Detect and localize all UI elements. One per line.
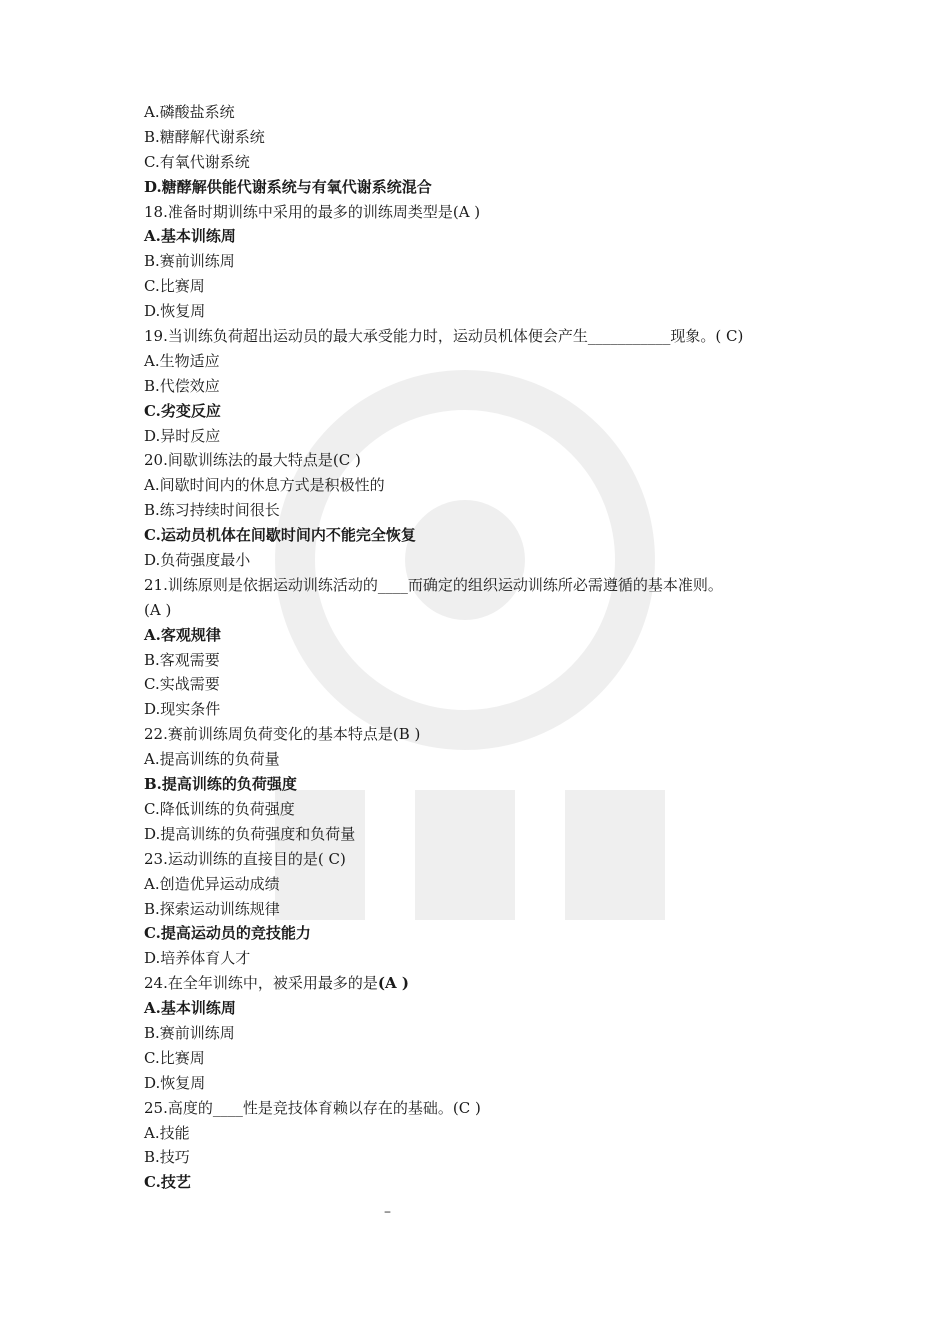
line-text: C.比赛周 bbox=[144, 1048, 205, 1067]
text-line bbox=[144, 200, 844, 225]
text-line bbox=[144, 697, 844, 722]
text-line bbox=[144, 847, 844, 872]
text-line bbox=[144, 1096, 844, 1121]
line-text: (A ) bbox=[144, 600, 172, 619]
line-text: D.异时反应 bbox=[144, 426, 221, 445]
text-line bbox=[144, 648, 844, 673]
line-text: A.磷酸盐系统 bbox=[144, 103, 235, 121]
line-text: 25.高度的____性是竞技体育赖以存在的基础。(C ) bbox=[144, 1098, 481, 1117]
text-line bbox=[144, 324, 844, 349]
line-text: D.现实条件 bbox=[144, 700, 221, 719]
line-text: 24.在全年训练中，被采用最多的是 bbox=[144, 974, 378, 993]
line-text: C.劣变反应 bbox=[144, 401, 221, 420]
text-line bbox=[144, 150, 844, 175]
text-line bbox=[144, 598, 844, 623]
line-text: B.赛前训练周 bbox=[144, 1023, 235, 1042]
line-text: B.客观需要 bbox=[144, 650, 220, 669]
line-text: B.代偿效应 bbox=[144, 376, 220, 395]
line-text: C.技艺 bbox=[144, 1173, 191, 1192]
text-line bbox=[144, 374, 844, 399]
text-line bbox=[144, 548, 844, 573]
line-text: B.探索运动训练规律 bbox=[144, 899, 280, 918]
text-line bbox=[144, 946, 844, 971]
line-text: B.提高训练的负荷强度 bbox=[144, 775, 297, 794]
text-line bbox=[144, 722, 844, 747]
text-line bbox=[144, 473, 844, 498]
line-text: 20.间歇训练法的最大特点是(C ) bbox=[144, 451, 361, 470]
text-line bbox=[144, 772, 844, 797]
line-text: 22.赛前训练周负荷变化的基本特点是(B ) bbox=[144, 725, 421, 744]
line-text: A.技能 bbox=[144, 1123, 190, 1142]
text-line bbox=[144, 822, 844, 847]
line-text: D.恢复周 bbox=[144, 1073, 206, 1092]
text-line bbox=[144, 1071, 844, 1096]
text-line bbox=[144, 921, 844, 946]
line-text: C.运动员机体在间歇时间内不能完全恢复 bbox=[144, 526, 416, 545]
text-line bbox=[144, 424, 844, 449]
text-line bbox=[144, 672, 844, 697]
text-line bbox=[144, 971, 844, 996]
text-line bbox=[144, 1170, 844, 1195]
text-line bbox=[144, 1021, 844, 1046]
line-text: B.技巧 bbox=[144, 1148, 190, 1167]
page-marker: – bbox=[384, 1204, 391, 1220]
text-line bbox=[144, 897, 844, 922]
text-line bbox=[144, 448, 844, 473]
text-line bbox=[144, 498, 844, 523]
line-text: B.糖酵解代谢系统 bbox=[144, 127, 265, 146]
text-line bbox=[144, 399, 844, 424]
line-text: A.生物适应 bbox=[144, 351, 220, 370]
line-text: 18.准备时期训练中采用的最多的训练周类型是(A ) bbox=[144, 202, 481, 221]
text-line bbox=[144, 996, 844, 1021]
text-line bbox=[144, 349, 844, 374]
line-text: A.客观规律 bbox=[144, 625, 221, 644]
line-text: D.培养体育人才 bbox=[144, 949, 251, 968]
text-line bbox=[144, 623, 844, 648]
line-text: A.提高训练的负荷量 bbox=[144, 750, 280, 769]
text-line bbox=[144, 1046, 844, 1071]
line-text: 21.训练原则是依据运动训练活动的____而确定的组织运动训练所必需遵循的基本准则。 bbox=[144, 575, 723, 594]
text-line bbox=[144, 1121, 844, 1146]
line-text: C.比赛周 bbox=[144, 277, 205, 296]
answer-mark: (A ) bbox=[377, 974, 409, 993]
line-text: D.恢复周 bbox=[144, 302, 206, 321]
text-line bbox=[144, 523, 844, 548]
line-text: B.赛前训练周 bbox=[144, 252, 235, 271]
text-line bbox=[144, 747, 844, 772]
line-text: 23.运动训练的直接目的是( C) bbox=[144, 849, 346, 868]
line-text: D.糖酵解供能代谢系统与有氧代谢系统混合 bbox=[144, 177, 432, 196]
line-text: C.提高运动员的竞技能力 bbox=[144, 924, 311, 943]
line-text: C.有氧代谢系统 bbox=[144, 152, 250, 171]
text-line bbox=[144, 249, 844, 274]
text-line bbox=[144, 299, 844, 324]
text-line bbox=[144, 573, 844, 598]
line-text: B.练习持续时间很长 bbox=[144, 501, 280, 520]
line-text: A.间歇时间内的休息方式是积极性的 bbox=[144, 476, 385, 495]
text-line bbox=[144, 175, 844, 200]
text-line bbox=[144, 872, 844, 897]
line-text: 19.当训练负荷超出运动员的最大承受能力时，运动员机体便会产生___________现象。( C) bbox=[144, 327, 744, 346]
text-line bbox=[144, 125, 844, 150]
line-text: C.降低训练的负荷强度 bbox=[144, 799, 295, 818]
line-text: A.创造优异运动成绩 bbox=[144, 874, 280, 893]
line-text: A.基本训练周 bbox=[144, 227, 236, 246]
text-line bbox=[144, 797, 844, 822]
line-text: D.负荷强度最小 bbox=[144, 551, 251, 570]
text-line bbox=[144, 100, 844, 125]
line-text: C.实战需要 bbox=[144, 675, 220, 694]
line-text: A.基本训练周 bbox=[144, 999, 236, 1018]
text-line bbox=[144, 274, 844, 299]
text-line bbox=[144, 1145, 844, 1170]
line-text: D.提高训练的负荷强度和负荷量 bbox=[144, 824, 356, 843]
text-line bbox=[144, 224, 844, 249]
document-body bbox=[144, 100, 844, 1195]
